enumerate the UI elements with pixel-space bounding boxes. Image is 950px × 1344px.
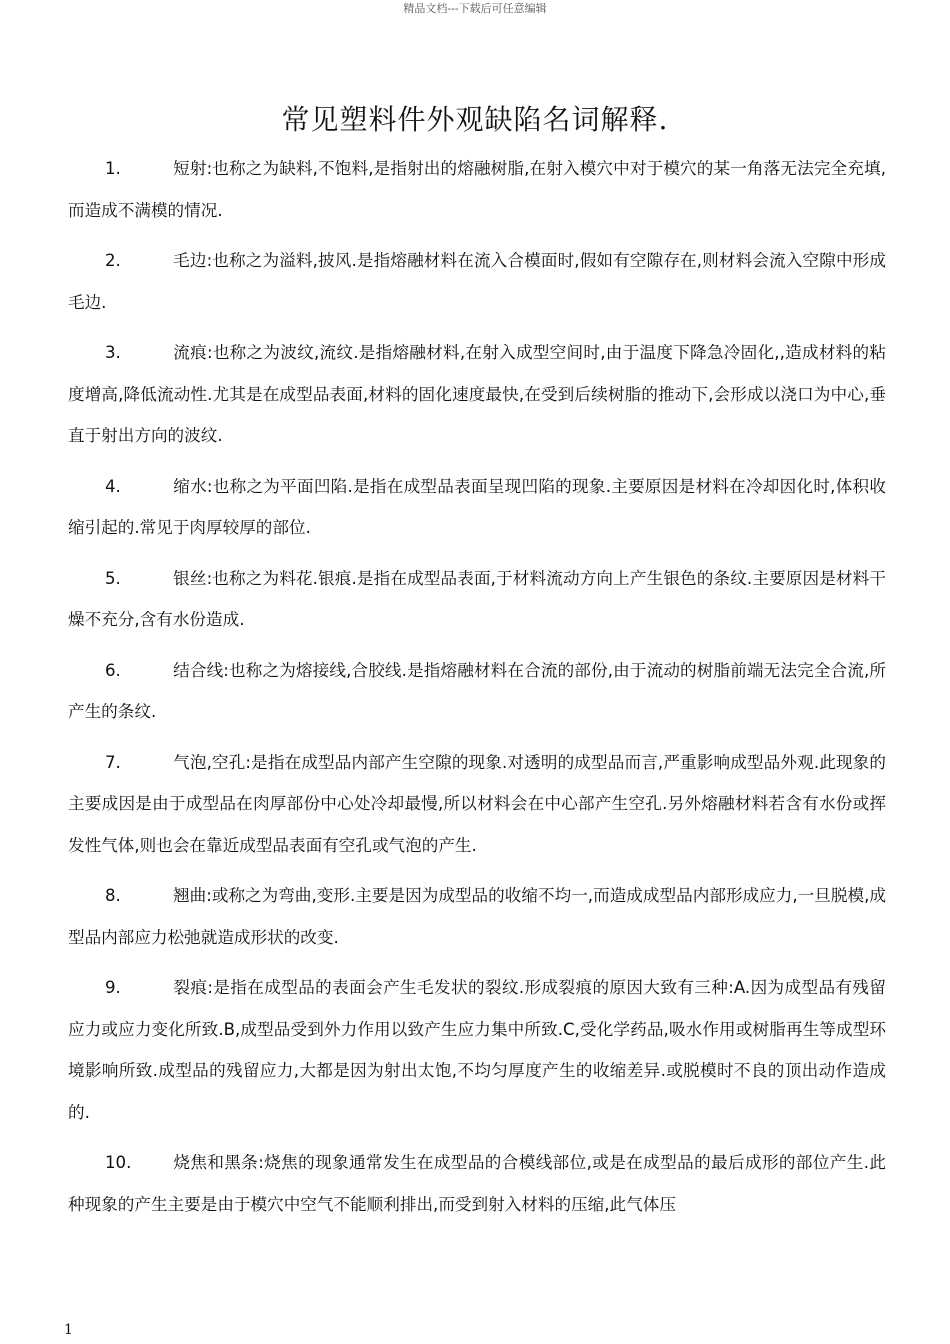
list-item (68, 967, 886, 1133)
item-text: 翘曲:或称之为弯曲,变形.主要是因为成型品的收缩不均一,而造成成型品内部形成应力,一旦脱模,成型品内部应力松弛就造成形状的改变. (68, 886, 886, 947)
list-item (68, 148, 886, 231)
item-number: 1. (105, 159, 121, 178)
list-item (68, 875, 886, 958)
list-item (68, 466, 886, 549)
document-title: 常见塑料件外观缺陷名词解释. (281, 103, 669, 136)
item-number: 8. (105, 886, 121, 905)
item-text: 毛边:也称之为溢料,披风.是指熔融材料在流入合模面时,假如有空隙存在,则材料会流入空隙中形成毛边. (68, 251, 886, 312)
item-text: 裂痕:是指在成型品的表面会产生毛发状的裂纹.形成裂痕的原因大致有三种:A.因为成型品有残留应力或应力变化所致.B,成型品受到外力作用以致产生应力集中所致.C,受化学药品,吸水作用或树脂再生等成型环境影响所致.成型品的残留应力,大都是因为射出太饱,不均匀厚度产生的收缩差异.或脱模时不良的顶出动作造成的. (68, 978, 886, 1122)
list-item (68, 332, 886, 457)
header-note: 精品文档---下载后可任意编辑 (403, 2, 547, 15)
definition-list (68, 148, 886, 1234)
item-text: 烧焦和黑条:烧焦的现象通常发生在成型品的合模线部位,或是在成型品的最后成形的部位产生.此种现象的产生主要是由于模穴中空气不能顺利排出,而受到射入材料的压缩,此气体压 (68, 1153, 886, 1214)
list-item (68, 650, 886, 733)
item-text: 缩水:也称之为平面凹陷.是指在成型品表面呈现凹陷的现象.主要原因是材料在冷却因化时,体积收缩引起的.常见于肉厚较厚的部位. (68, 476, 886, 537)
item-text: 气泡,空孔:是指在成型品内部产生空隙的现象.对透明的成型品而言,严重影响成型品外观.此现象的主要成因是由于成型品在肉厚部份中心处冷却最慢,所以材料会在中心部产生空孔.另外熔融材料若含有水份或挥发性气体,则也会在靠近成型品表面有空孔或气泡的产生. (68, 752, 886, 855)
list-item (68, 742, 886, 867)
item-number: 6. (105, 660, 121, 680)
item-number: 10. (105, 1153, 132, 1172)
item-number: 9. (105, 978, 121, 997)
page-number: 1 (64, 1322, 73, 1338)
item-number: 2. (105, 251, 121, 270)
list-item (68, 240, 886, 323)
item-number: 5. (105, 568, 121, 588)
list-item (68, 1142, 886, 1225)
item-text: 银丝:也称之为料花.银痕.是指在成型品表面,于材料流动方向上产生银色的条纹.主要原因是材料干燥不充分,含有水份造成. (68, 568, 886, 629)
item-text: 短射:也称之为缺料,不饱料,是指射出的熔融树脂,在射入模穴中对于模穴的某一角落无法完全充填,而造成不满模的情况. (68, 159, 886, 220)
item-number: 7. (105, 752, 121, 772)
item-number: 4. (105, 476, 121, 496)
list-item (68, 558, 886, 641)
item-number: 3. (105, 343, 121, 362)
item-text: 结合线:也称之为熔接线,合胶线.是指熔融材料在合流的部份,由于流动的树脂前端无法完全合流,所产生的条纹. (68, 660, 886, 721)
item-text: 流痕:也称之为波纹,流纹.是指熔融材料,在射入成型空间时,由于温度下降急冷固化,,造成材料的粘度增高,降低流动性.尤其是在成型品表面,材料的固化速度最快,在受到后续树脂的推动下,会形成以浇口为中心,垂直于射出方向的波纹. (68, 343, 886, 445)
